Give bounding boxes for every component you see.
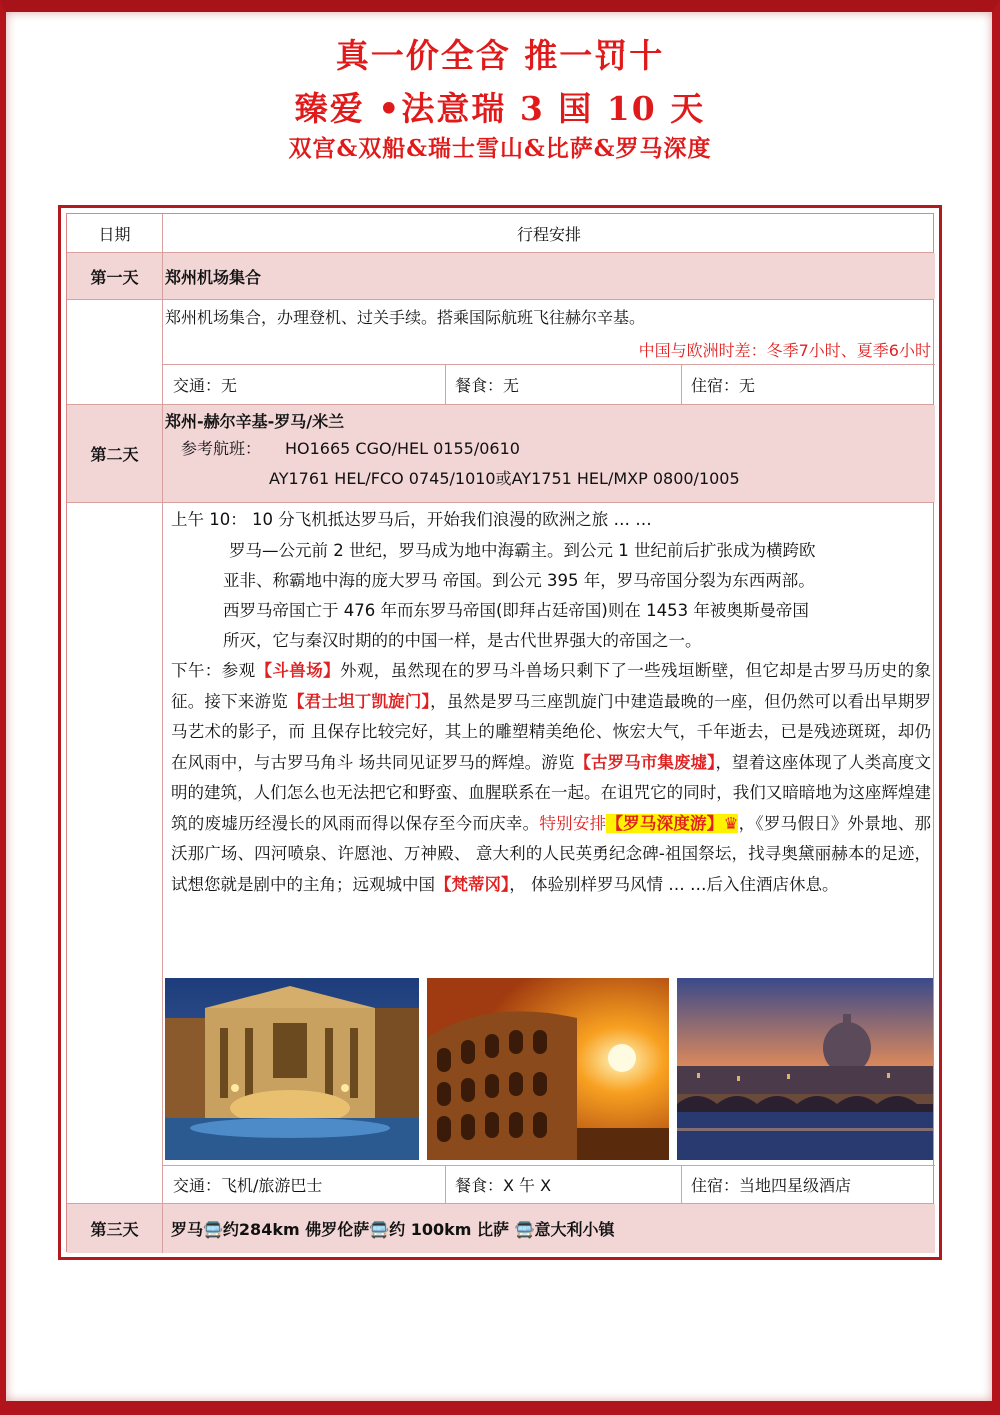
day2-transport: 交通：飞机/旅游巴士: [173, 1176, 323, 1195]
rome-history-1: 罗马—公元前 2 世纪，罗马成为地中海霸主。到公元 1 世纪前后扩张成为横跨欧: [229, 541, 816, 560]
col-date-header: 日期: [67, 214, 163, 252]
day2-morning: 上午 10： 10 分飞机抵达罗马后，开始我们浪漫的欧洲之旅 … …: [171, 510, 652, 529]
itinerary-table: [58, 205, 942, 1260]
day2-label: 第二天: [67, 405, 163, 502]
day2-title-row: [67, 405, 935, 502]
day2-meal: 餐食：X 午 X: [455, 1176, 552, 1195]
day1-content-row: [67, 300, 935, 404]
day3-title: 罗马🚍约284km 佛罗伦萨🚍约 100km 比萨 🚍意大利小镇: [171, 1220, 615, 1239]
flight-1: HO1665 CGO/HEL 0155/0610: [285, 439, 520, 458]
title-line-3: 双宫&双船&瑞士雪山&比萨&罗马深度: [288, 135, 712, 162]
day2-content-row: [67, 503, 935, 1203]
special-arrangement-label: 特别安排: [539, 813, 607, 833]
colosseum-photo: [427, 978, 669, 1160]
pm-text-b: 外观，虽然现在的罗马斗兽场只剩下了一些残垣断壁，但它却是古罗马历史的象征。接下来游览: [171, 661, 932, 711]
roman-forum-highlight: 【古罗马市集废墟】: [574, 752, 716, 772]
day2-info-row: [163, 1166, 935, 1203]
title-line-1: 真一价全含 推一罚十: [335, 36, 665, 75]
pm-text-e: ，《罗马假日》外景地、那沃那广场、四河喷泉、许愿池、万神殿、 意大利的人民英勇纪念碑-祖国祭坛，找寻奥黛丽赫本的足迹，试想您就是剧中的主角；远观城中国: [171, 813, 932, 894]
table-header-row: [67, 214, 935, 252]
day3-title-row: [67, 1204, 935, 1253]
pm-text-c: ，虽然是罗马三座凯旋门中建造最晚的一座，但仍然可以看出早期罗马艺术的影子，而 且保存比较完好，其上的雕塑精美绝伦、恢宏大气，千年逝去，已是残迹斑斑，却仍在风雨中，与古罗马角斗 场共同见证罗马的辉煌。游览: [171, 691, 932, 772]
day1-transport: 交通：无: [173, 376, 238, 395]
day1-label: 第一天: [67, 253, 163, 299]
rome-deep-tour-highlight: 【罗马深度游】: [606, 813, 724, 833]
day1-title-row: [67, 253, 935, 299]
rome-history-4: 所灭，它与秦汉时期的的中国一样，是古代世界强大的帝国之一。: [223, 631, 702, 650]
vatican-highlight: 【梵蒂冈】: [435, 874, 510, 894]
arch-of-constantine-highlight: 【君士坦丁凯旋门】: [287, 691, 431, 711]
day2-title: 郑州-赫尔辛基-罗马/米兰: [165, 412, 345, 431]
day1-hotel: 住宿：无: [691, 376, 756, 395]
rome-history-2: 亚非、称霸地中海的庞大罗马 帝国。到公元 395 年，罗马帝国分裂为东西两部。: [223, 571, 815, 590]
colosseum-highlight: 【斗兽场】: [255, 661, 340, 680]
pm-text-a: 下午：参观: [171, 661, 256, 680]
col-plan-header: 行程安排: [516, 224, 581, 244]
timezone-note: 中国与欧洲时差：冬季7小时、夏季6小时: [638, 341, 931, 360]
day1-title: 郑州机场集合: [165, 268, 262, 287]
flight-2: AY1761 HEL/FCO 0745/1010或AY1751 HEL/MXP 0800/1005: [269, 469, 740, 488]
crown-icon: ♛: [723, 813, 739, 833]
pm-text-f: ， 体验别样罗马风情 … …后入住酒店休息。: [509, 874, 839, 894]
day1-info-row: [163, 365, 935, 404]
day1-description: 郑州机场集合，办理登机、过关手续。搭乘国际航班飞往赫尔辛基。: [165, 308, 646, 327]
pm-text-d: ，望着这座体现了人类高度文明的建筑，人们怎么也无法把它和野蛮、血腥联系在一起。在诅咒它的同时，我们又暗暗地为这座辉煌建筑的废墟历经漫长的风雨而得以保存至今而庆幸。: [171, 752, 932, 833]
day3-label: 第三天: [67, 1204, 163, 1253]
title-line-2: 臻爱 •法意瑞 3 国 10 天: [294, 89, 706, 128]
day2-hotel: 住宿：当地四星级酒店: [691, 1176, 852, 1195]
flight-label: 参考航班：: [181, 439, 262, 458]
day1-meal: 餐食：无: [455, 376, 520, 395]
vatican-photo: [677, 978, 933, 1160]
trevi-fountain-photo: [165, 978, 419, 1160]
day2-afternoon-paragraph: [171, 656, 931, 900]
rome-history-3: 西罗马帝国亡于 476 年而东罗马帝国(即拜占廷帝国)则在 1453 年被奥斯曼帝国: [223, 601, 809, 620]
